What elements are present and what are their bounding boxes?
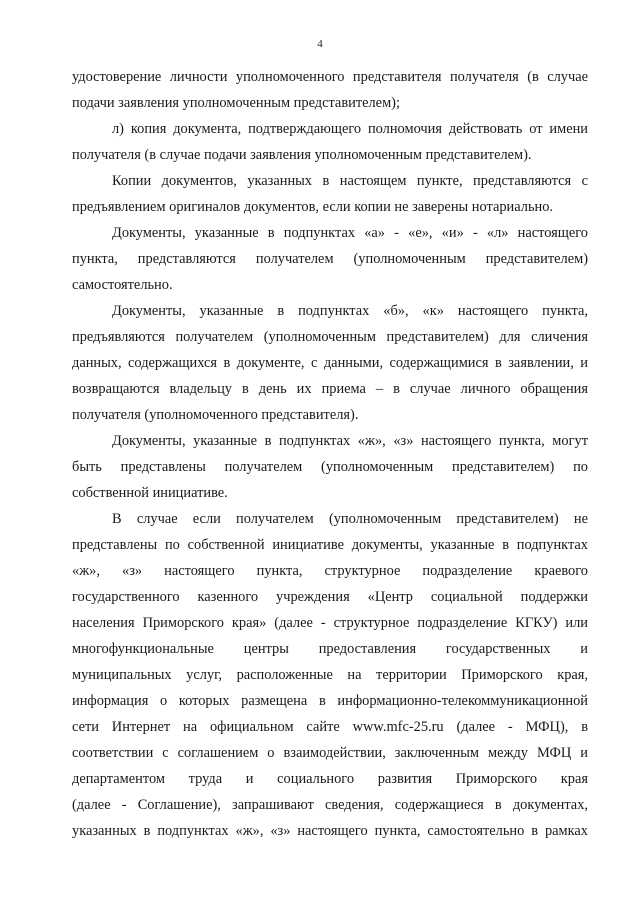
paragraph xyxy=(72,298,588,428)
text-line: указанных в подпунктах «ж», «з» настоящего пункта, самостоятельно в рамках xyxy=(72,823,588,839)
text-line: получателя (в случае подачи заявления уполномоченным представителем). xyxy=(72,147,532,163)
text-line: Копии документов, указанных в настоящем пункте, представляются с xyxy=(112,173,588,189)
text-line: возвращаются владельцу в день их приема – в случае личного обращения xyxy=(72,381,588,397)
text-line: собственной инициативе. xyxy=(72,485,228,501)
text-line: предъявлением оригиналов документов, если копии не заверены нотариально. xyxy=(72,199,553,215)
paragraph xyxy=(72,220,588,298)
text-line: «ж», «з» настоящего пункта, структурное подразделение краевого xyxy=(72,563,588,579)
text-line: многофункциональные центры предоставления государственных и xyxy=(72,641,588,657)
text-line: самостоятельно. xyxy=(72,277,173,293)
text-line: Документы, указанные в подпунктах «ж», «з» настоящего пункта, могут xyxy=(112,433,588,449)
text-line: данных, содержащихся в документе, с данными, содержащимися в заявлении, и xyxy=(72,355,588,371)
text-line: В случае если получателем (уполномоченным представителем) не xyxy=(112,511,588,527)
text-line: муниципальных услуг, расположенные на территории Приморского края, xyxy=(72,667,588,683)
text-line: подачи заявления уполномоченным представителем); xyxy=(72,95,400,111)
paragraph xyxy=(72,64,588,116)
text-line: получателя (уполномоченного представителя). xyxy=(72,407,359,423)
paragraph xyxy=(72,168,588,220)
text-line: л) копия документа, подтверждающего полномочия действовать от имени xyxy=(112,121,588,137)
page-number: 4 xyxy=(317,38,323,50)
paragraph xyxy=(72,116,588,168)
text-line: (далее - Соглашение), запрашивают сведения, содержащиеся в документах, xyxy=(72,797,588,813)
text-line: предъявляются получателем (уполномоченным представителем) для сличения xyxy=(72,329,588,345)
text-line: удостоверение личности уполномоченного представителя получателя (в случае xyxy=(72,69,588,85)
text-line: Документы, указанные в подпунктах «а» - «е», «и» - «л» настоящего xyxy=(112,225,588,241)
text-line: пункта, представляются получателем (уполномоченным представителем) xyxy=(72,251,588,267)
text-line: сети Интернет на официальном сайте www.mfc-25.ru (далее - МФЦ), в xyxy=(72,719,588,735)
paragraph xyxy=(72,506,588,844)
text-line: информация о которых размещена в информационно-телекоммуникационной xyxy=(72,693,588,709)
text-line: представлены по собственной инициативе документы, указанные в подпунктах xyxy=(72,537,588,553)
paragraph xyxy=(72,428,588,506)
text-line: соответствии с соглашением о взаимодействии, заключенным между МФЦ и xyxy=(72,745,588,761)
text-line: населения Приморского края» (далее - структурное подразделение КГКУ) или xyxy=(72,615,588,631)
text-line: Документы, указанные в подпунктах «б», «к» настоящего пункта, xyxy=(112,303,588,319)
text-line: департаментом труда и социального развития Приморского края xyxy=(72,771,588,787)
document-body xyxy=(72,64,588,844)
text-line: быть представлены получателем (уполномоченным представителем) по xyxy=(72,459,588,475)
text-line: государственного казенного учреждения «Центр социальной поддержки xyxy=(72,589,588,605)
